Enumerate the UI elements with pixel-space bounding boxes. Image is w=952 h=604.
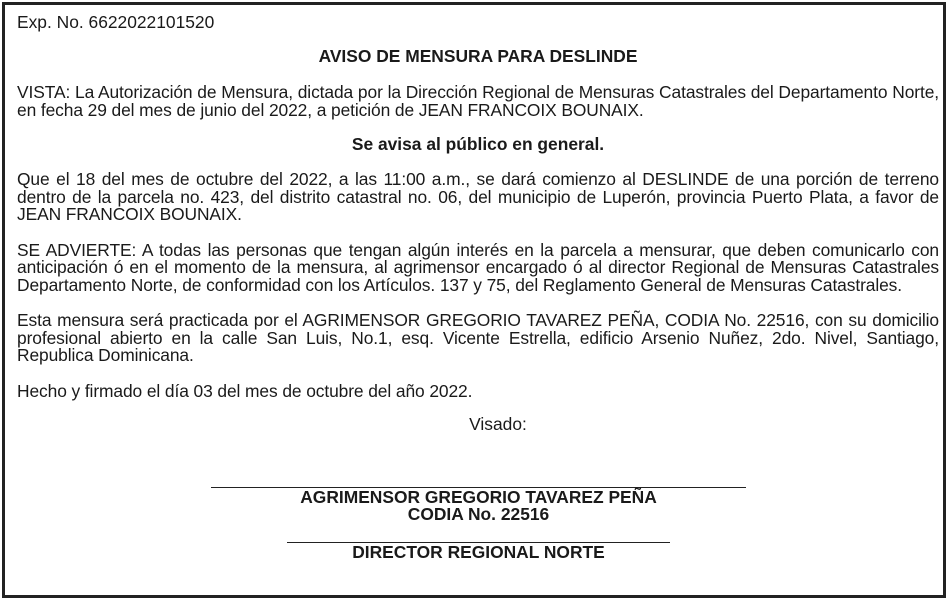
- notice-title: AVISO DE MENSURA PARA DESLINDE: [318, 46, 638, 66]
- public-notice-heading: Se avisa al público en general.: [351, 134, 605, 154]
- director-title: DIRECTOR REGIONAL NORTE: [352, 542, 605, 562]
- agrimensor-codia: CODIA No. 22516: [407, 504, 550, 524]
- director-signature: [287, 542, 670, 561]
- firmado-statement: Hecho y firmado el día 03 del mes de octubre del año 2022.: [17, 380, 473, 401]
- visado-label: Visado:: [469, 414, 527, 434]
- notice-body: [17, 10, 939, 434]
- practicada-paragraph: Esta mensura será practicada por el AGRIMENSOR GREGORIO TAVAREZ PEÑA, CODIA No. 22516, con su domicilio profesional abierto en la calle San Luis, No.1, esq. Vicente Estrella, edificio Arsenio Nuñez, 2do. Nivel, Santiago, Republica Dominicana.: [17, 310, 939, 365]
- agrimensor-name: AGRIMENSOR GREGORIO TAVAREZ PEÑA: [300, 487, 657, 507]
- expedient-number: Exp. No. 6622022101520: [17, 12, 215, 32]
- vista-paragraph: VISTA: La Autorización de Mensura, dictada por la Dirección Regional de Mensuras Catastrales del Departamento Norte, en fecha 29 del mes de junio del 2022, a petición de JEAN FRANCOIX BOUNAIX.: [17, 82, 939, 120]
- agrimensor-signature: [211, 487, 746, 523]
- deslinde-paragraph: Que el 18 del mes de octubre del 2022, a las 11:00 a.m., se dará comienzo al DESLINDE de una porción de terreno dentro de la parcela no. 423, del distrito catastral no. 06, del municipio de Luperón, provincia Puerto Plata, a favor de JEAN FRANCOIX BOUNAIX.: [17, 169, 939, 224]
- advierte-paragraph: SE ADVIERTE: A todas las personas que tengan algún interés en la parcela a mensurar, que deben comunicarlo con anticipación ó en el momento de la mensura, al agrimensor encargado ó al director Regional de Mensuras Catastrales Departamento Norte, de conformidad con los Artículos. 137 y 75, del Reglamento General de Mensuras Catastrales.: [17, 239, 939, 295]
